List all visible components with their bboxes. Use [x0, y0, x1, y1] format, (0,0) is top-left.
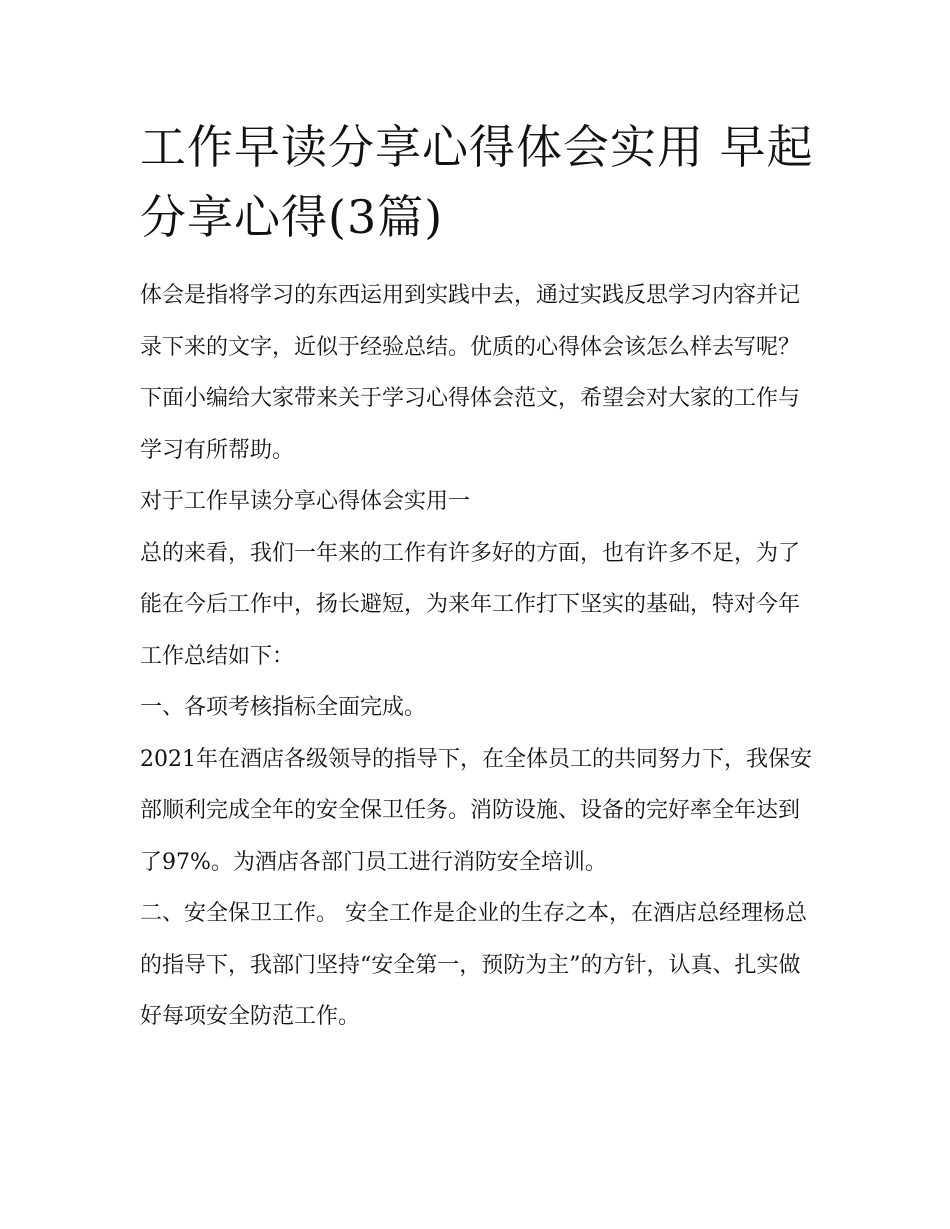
summary-paragraph: 总的来看，我们一年来的工作有许多好的方面，也有许多不足，为了能在今后工作中，扬长避短，为来年工作打下坚实的基础，特对今年工作总结如下： — [140, 540, 801, 669]
item-paragraph-2: 二、安全保卫工作。 安全工作是企业的生存之本，在酒店总经理杨总的指导下，我部门坚持“安全第一，预防为主”的方针，认真、扎实做好每项安全防范工作。 — [140, 901, 807, 1029]
intro-paragraph: 体会是指将学习的东西运用到实践中去，通过实践反思学习内容并记录下来的文字，近似于经验总结。优质的心得体会该怎么样去写呢？下面小编给大家带来关于学习心得体会范文，希望会对大家的工作与学习有所帮助。 — [140, 283, 801, 463]
item-heading-1: 一、各项考核指标全面完成。 — [140, 695, 427, 720]
section-heading: 对于工作早读分享心得体会实用一 — [140, 489, 471, 514]
document-title: 工作早读分享心得体会实用 早起分享心得(3篇) — [140, 120, 814, 244]
item-paragraph-1: 2021年在酒店各级领导的指导下，在全体员工的共同努力下，我保安部顺利完成全年的安全保卫任务。消防设施、设备的完好率全年达到了97%。为酒店各部门员工进行消防安全培训。 — [140, 746, 812, 875]
document-page — [140, 112, 815, 1043]
